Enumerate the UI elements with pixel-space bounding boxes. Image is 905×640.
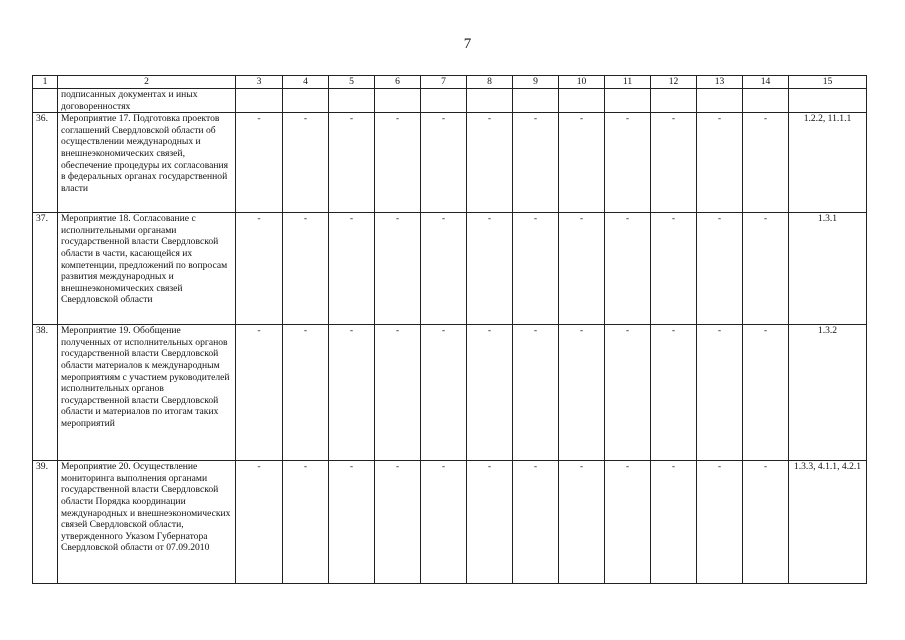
- page-number: 7: [463, 36, 472, 52]
- column-header: 13: [697, 76, 743, 89]
- value-cell: -: [697, 461, 743, 584]
- column-header: 5: [329, 76, 375, 89]
- value-cell: -: [559, 461, 605, 584]
- value-cell: -: [467, 325, 513, 461]
- value-cell: -: [743, 461, 789, 584]
- column-header: 7: [421, 76, 467, 89]
- column-header: 4: [283, 76, 329, 89]
- target-indicator-codes: 1.3.3, 4.1.1, 4.2.1: [789, 461, 867, 584]
- value-cell: -: [559, 325, 605, 461]
- value-cell: -: [375, 325, 421, 461]
- value-cell: [559, 89, 605, 113]
- value-cell: -: [743, 325, 789, 461]
- row-number: 37.: [33, 213, 58, 325]
- value-cell: -: [743, 213, 789, 325]
- value-cell: -: [283, 213, 329, 325]
- value-cell: -: [421, 213, 467, 325]
- value-cell: [697, 89, 743, 113]
- row-number: 39.: [33, 461, 58, 584]
- value-cell: -: [513, 461, 559, 584]
- column-header: 6: [375, 76, 421, 89]
- column-header: 12: [651, 76, 697, 89]
- value-cell: [283, 89, 329, 113]
- row-number: [33, 89, 58, 113]
- table-row: [33, 213, 867, 325]
- value-cell: -: [236, 213, 283, 325]
- value-cell: [605, 89, 651, 113]
- column-header: 15: [789, 76, 867, 89]
- value-cell: -: [605, 461, 651, 584]
- value-cell: -: [329, 325, 375, 461]
- value-cell: [743, 89, 789, 113]
- table-row: [33, 461, 867, 584]
- value-cell: -: [283, 113, 329, 213]
- row-description: Мероприятие 19. Обобщение полученных от исполнительных органов государственной власти Свердловской области материалов к международным мероприятиям с участием руководителей исполнительных органов государственной власти Свердловской области и материалов по итогам таких мероприятий: [58, 325, 236, 461]
- value-cell: -: [651, 113, 697, 213]
- value-cell: -: [236, 113, 283, 213]
- value-cell: -: [421, 113, 467, 213]
- value-cell: -: [467, 213, 513, 325]
- column-header: 1: [33, 76, 58, 89]
- row-number: 38.: [33, 325, 58, 461]
- value-cell: -: [329, 213, 375, 325]
- target-indicator-codes: 1.3.1: [789, 213, 867, 325]
- value-cell: -: [697, 113, 743, 213]
- value-cell: -: [513, 113, 559, 213]
- row-description: Мероприятие 20. Осуществление мониторинга выполнения органами государственной власти Свердловской области Порядка координации международных и внешнеэкономических связей Свердловской области, утвержденного Указом Губернатора Свердловской области от 07.09.2010: [58, 461, 236, 584]
- value-cell: [513, 89, 559, 113]
- value-cell: [467, 89, 513, 113]
- value-cell: -: [605, 113, 651, 213]
- value-cell: [329, 89, 375, 113]
- value-cell: -: [605, 213, 651, 325]
- column-header: 8: [467, 76, 513, 89]
- value-cell: -: [236, 461, 283, 584]
- value-cell: -: [283, 461, 329, 584]
- value-cell: [421, 89, 467, 113]
- value-cell: -: [513, 325, 559, 461]
- value-cell: -: [743, 113, 789, 213]
- value-cell: -: [559, 213, 605, 325]
- value-cell: -: [467, 113, 513, 213]
- value-cell: [236, 89, 283, 113]
- value-cell: -: [651, 461, 697, 584]
- value-cell: -: [559, 113, 605, 213]
- column-header: 2: [58, 76, 236, 89]
- column-header: 10: [559, 76, 605, 89]
- value-cell: -: [329, 113, 375, 213]
- row-description: Мероприятие 17. Подготовка проектов соглашений Свердловской области об осуществлении международных и внешнеэкономических связей, обеспечение процедуры их согласования в федеральных органах государственной власти: [58, 113, 236, 213]
- row-description: подписанных документах и иных договоренностях: [58, 89, 236, 113]
- value-cell: -: [513, 213, 559, 325]
- table-row: [33, 89, 867, 113]
- header-row: [33, 76, 867, 89]
- value-cell: -: [605, 325, 651, 461]
- value-cell: -: [651, 325, 697, 461]
- value-cell: [651, 89, 697, 113]
- row-description: Мероприятие 18. Согласование с исполнительными органами государственной власти Свердловской области в части, касающейся их компетенции, предложений по вопросам развития международных и внешнеэкономических связей Свердловской области: [58, 213, 236, 325]
- table-row: [33, 325, 867, 461]
- value-cell: -: [651, 213, 697, 325]
- column-header: 3: [236, 76, 283, 89]
- row-number: 36.: [33, 113, 58, 213]
- value-cell: -: [421, 325, 467, 461]
- value-cell: -: [697, 213, 743, 325]
- column-header: 11: [605, 76, 651, 89]
- table-row: [33, 113, 867, 213]
- value-cell: -: [421, 461, 467, 584]
- value-cell: -: [697, 325, 743, 461]
- value-cell: -: [329, 461, 375, 584]
- plan-table: [32, 75, 867, 584]
- value-cell: -: [375, 461, 421, 584]
- value-cell: -: [375, 113, 421, 213]
- target-indicator-codes: [789, 89, 867, 113]
- value-cell: -: [375, 213, 421, 325]
- value-cell: -: [236, 325, 283, 461]
- value-cell: -: [467, 461, 513, 584]
- target-indicator-codes: 1.2.2, 11.1.1: [789, 113, 867, 213]
- value-cell: [375, 89, 421, 113]
- target-indicator-codes: 1.3.2: [789, 325, 867, 461]
- column-header: 14: [743, 76, 789, 89]
- column-header: 9: [513, 76, 559, 89]
- value-cell: -: [283, 325, 329, 461]
